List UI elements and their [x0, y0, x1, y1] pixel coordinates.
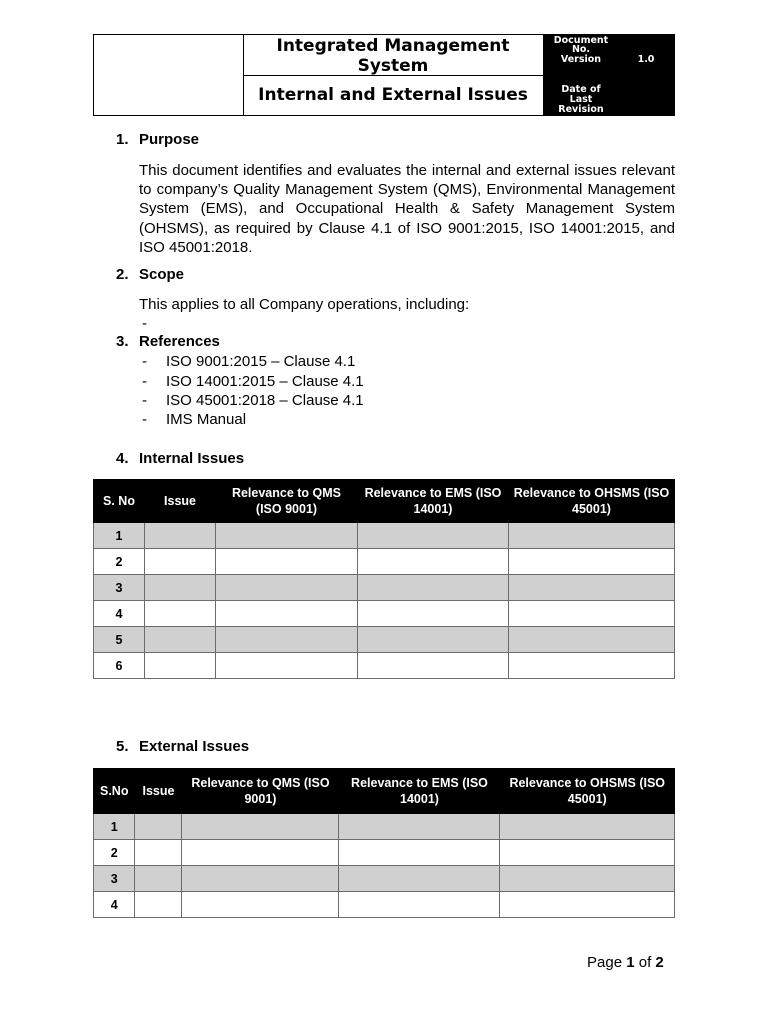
version-label: Version [560, 54, 602, 65]
section-heading-scope: 2. Scope [116, 266, 185, 283]
col-header-qms: Relevance to QMS (ISO 9001) [216, 480, 358, 523]
col-header-ohsms: Relevance to OHSMS (ISO 45001) [509, 480, 675, 523]
document-subtitle: Internal and External Issues [258, 85, 528, 105]
col-header-qms: Relevance to QMS (ISO 9001) [182, 769, 339, 814]
scope-text: This applies to all Company operations, including: [139, 296, 470, 313]
doc-no-label: Document [553, 35, 609, 46]
col-header-sno: S.No [94, 769, 135, 814]
table-row: 1 [94, 523, 675, 549]
table-header-row [94, 769, 675, 814]
document-meta-panel: Document No. Version 1.0 Date of Last Revision [543, 35, 674, 115]
col-header-ems: Relevance to EMS (ISO 14001) [339, 769, 500, 814]
reference-item: - IMS Manual [142, 411, 247, 428]
table-row: 3 [94, 866, 675, 892]
logo-placeholder [94, 35, 244, 115]
reference-item: - ISO 14001:2015 – Clause 4.1 [142, 373, 364, 390]
table-row: 2 [94, 549, 675, 575]
table-row: 1 [94, 814, 675, 840]
col-header-issue: Issue [135, 769, 182, 814]
purpose-text: This document identifies and evaluates the internal and external issues relevant to company’s Quality Management System (QMS), Environmental Management System (EMS), and Occupational Health & Safety Management System (OHSMS), as required by Clause 4.1 of ISO 9001:2015, ISO 14001:2015, and ISO 45001:2018. [139, 162, 675, 256]
reference-item: - ISO 9001:2015 – Clause 4.1 [142, 353, 356, 370]
col-header-ohsms: Relevance to OHSMS (ISO 45001) [500, 769, 675, 814]
table-row: 5 [94, 627, 675, 653]
section-heading-internal-issues: 4. Internal Issues [116, 450, 245, 467]
section-heading-references: 3. References [116, 333, 220, 350]
table-row: 4 [94, 601, 675, 627]
col-header-sno: S. No [94, 480, 145, 523]
internal-issues-table [93, 479, 675, 679]
page-number: Page 1 of 2 [587, 954, 664, 971]
revision-label: Date of [561, 84, 601, 95]
table-row: 3 [94, 575, 675, 601]
col-header-ems: Relevance to EMS (ISO 14001) [358, 480, 509, 523]
col-header-issue: Issue [145, 480, 216, 523]
document-header [93, 34, 675, 116]
table-row: 2 [94, 840, 675, 866]
version-value: 1.0 [637, 54, 655, 65]
scope-bullet: - [142, 315, 147, 332]
reference-item: - ISO 45001:2018 – Clause 4.1 [142, 392, 364, 409]
document-title: Integrated Management System [243, 35, 543, 76]
table-row: 6 [94, 653, 675, 679]
table-header-row [94, 480, 675, 523]
section-heading-external-issues: 5. External Issues [116, 738, 250, 755]
external-issues-table [93, 768, 675, 918]
table-row: 4 [94, 892, 675, 918]
section-heading-purpose: 1. Purpose [116, 131, 200, 148]
